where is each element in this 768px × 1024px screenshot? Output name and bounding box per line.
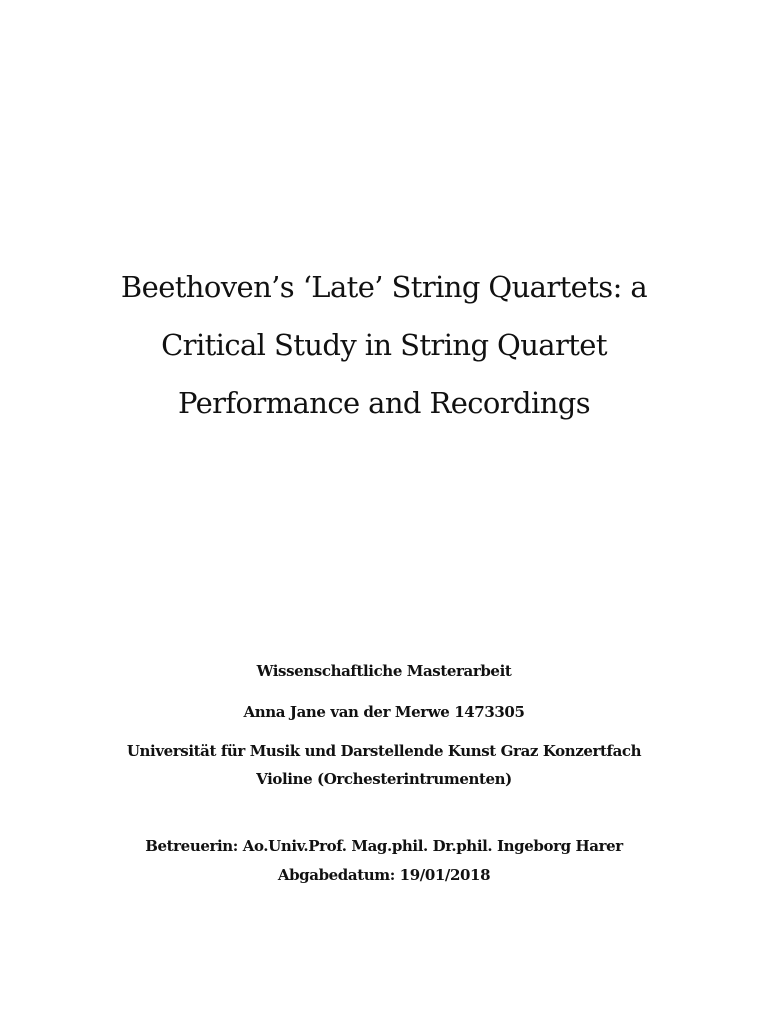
thesis-title-line-1: Beethoven’s ‘Late’ String Quartets: a <box>120 270 648 304</box>
thesis-type-block <box>0 656 768 686</box>
thesis-title-line-3: Performance and Recordings <box>177 386 591 420</box>
institution-line-2: Violine (Orchesterintrumenten) <box>256 770 512 788</box>
institution-line-1: Universität für Musik und Darstellende Kunst Graz Konzertfach <box>126 742 642 760</box>
thesis-title <box>0 258 768 432</box>
thesis-title-line-2: Critical Study in String Quartet <box>161 328 607 362</box>
institution-block <box>0 737 768 793</box>
submission-date: Abgabedatum: 19/01/2018 <box>277 866 491 884</box>
advisor-block <box>0 832 768 890</box>
author-name: Anna Jane van der Merwe 1473305 <box>243 703 525 721</box>
thesis-type: Wissenschaftliche Masterarbeit <box>256 662 512 680</box>
advisor: Betreuerin: Ao.Univ.Prof. Mag.phil. Dr.phil. Ingeborg Harer <box>145 837 623 855</box>
author-block <box>0 697 768 727</box>
